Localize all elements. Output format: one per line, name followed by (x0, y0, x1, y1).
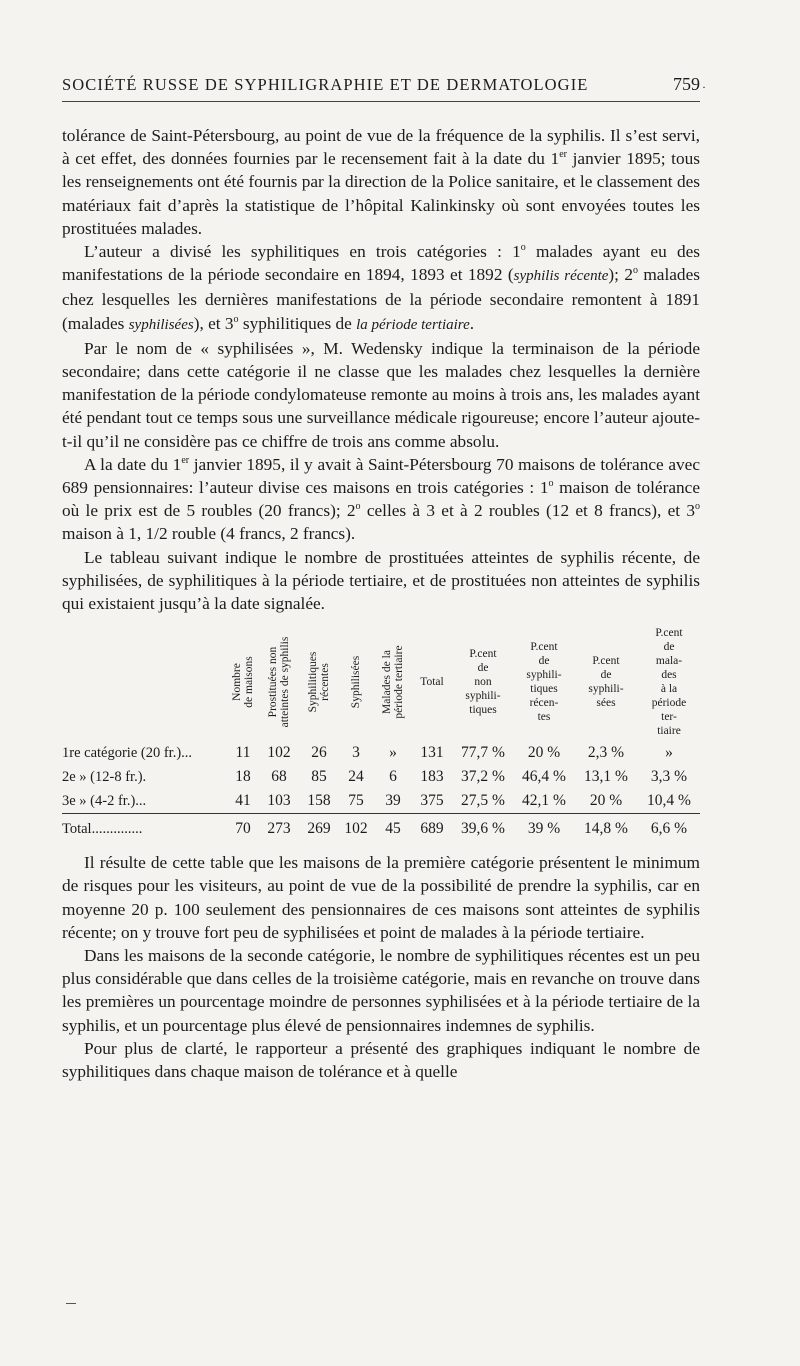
table-cell: 131 (420, 744, 444, 762)
table-cell: 70 (228, 814, 258, 842)
column-header (374, 623, 412, 741)
column-header (228, 623, 258, 741)
table-cell: 42,1 % (522, 792, 566, 810)
table-cell: 269 (300, 814, 338, 842)
table-cell: 20 % (527, 744, 561, 762)
column-header-label: Syphilisées (350, 656, 362, 709)
table-cell: 68 (271, 768, 287, 786)
table-cell: 103 (267, 792, 291, 810)
table-cell: 75 (348, 792, 364, 810)
table-total-row (62, 814, 700, 842)
table-cell: 39 % (514, 814, 574, 842)
paragraphs_after-paragraph: Dans les maisons de la seconde catégorie, le nombre de syphilitiques récentes est un peu plus considérable que dans celles de la troisième catégorie, mais en revanche on trouve dans les premières un pourcentage moindre de personnes syphilisées et à la période tertiaire de la syphilis, et un pourcentage plus élevé de pensionnaires indemnes de syphilis. (62, 946, 700, 1035)
table-cell: 24 (348, 768, 364, 786)
paragraphs_before-paragraph: L’auteur a divisé les syphilitiques en trois catégories : 1$^o$ malades ayant eu des manifestations de la période secondaire en 1894, 1893 et 1892 (syphilis récente); 2$^o$ malades chez lesquelles les dernières manifestations de la période secondaire remontent à 1891 (malades syphilisées), et 3$^o$ syphilitiques de la période tertiaire. (62, 242, 700, 333)
table-cell: 45 (374, 814, 412, 842)
table-cell: 3 (352, 744, 360, 762)
table-cell: 102 (267, 744, 291, 762)
column-header-label: Syphilitiques récentes (307, 651, 331, 713)
table-cell: 14,8 % (574, 814, 638, 842)
running-title: SOCIÉTÉ RUSSE DE SYPHILIGRAPHIE ET DE DERMATOLOGIE (62, 75, 589, 94)
margin-dash (66, 1303, 76, 1304)
table-cell: 46,4 % (522, 768, 566, 786)
column-header (62, 623, 228, 741)
table-cell: 273 (258, 814, 300, 842)
column-header (300, 623, 338, 741)
table-cell: 85 (311, 768, 327, 786)
table-cell: 183 (420, 768, 444, 786)
table-cell: 77,7 % (461, 744, 505, 762)
page (62, 74, 700, 1083)
table-cell: 39,6 % (452, 814, 514, 842)
table-cell: 37,2 % (461, 768, 505, 786)
column-header: P.cent de syphili- tiques récen- tes (526, 641, 562, 724)
table-cell: » (389, 744, 397, 762)
table-cell: 6 (389, 768, 397, 786)
page-number: 759 (673, 74, 700, 94)
statistics-table (62, 623, 700, 841)
table-cell: 6,6 % (638, 814, 700, 842)
table-cell: 26 (311, 744, 327, 762)
column-header: P.cent de non syphili- tiques (465, 648, 501, 717)
table-cell: » (665, 744, 673, 762)
row-label: 2e » (12-8 fr.). (62, 768, 147, 785)
table-cell: 13,1 % (584, 768, 628, 786)
paragraphs_before-paragraph: A la date du 1er janvier 1895, il y avait à Saint-Pétersbourg 70 maisons de tolérance avec 689 pensionnaires: l’auteur divise ces maisons en trois catégories : 1$^o$ maison de tolérance où le prix est de 5 roubles (20 francs); 2$^o$ celles à 3 et à 2 roubles (12 et 8 francs), et 3$^o$ maison à 1, 1/2 rouble (4 francs, 2 francs). (62, 454, 700, 544)
column-header: P.cent de syphili- sées (588, 655, 624, 710)
table-cell: 18 (235, 768, 251, 786)
paragraphs_before-paragraph: Par le nom de « syphilisées », M. Wedensky indique la terminaison de la période secondaire; dans cette catégorie il ne classe que les malades chez lesquelles la dernière manifestation de la période condylomateuse remonte au moins à trois ans, les malades ayant été pendant tout ce temps sous une surveillance médicale rigoureuse; encore l’auteur ajoute-t-il qu’il ne considère pas ce chiffre de trois ans comme absolu. (62, 338, 700, 451)
column-header: Total (420, 676, 444, 689)
paragraphs_before-paragraph: Le tableau suivant indique le nombre de prostituées atteintes de syphilis récente, de syphilisées, de syphilitiques à la période tertiaire, et de prostituées non atteintes de syphilis qui existaient jusqu’à la date signalée. (62, 547, 700, 614)
table-row (62, 741, 700, 765)
table-cell: 3,3 % (650, 768, 688, 786)
table-cell: 689 (412, 814, 452, 842)
table-cell: 158 (307, 792, 331, 810)
paragraphs_before-paragraph: tolérance de Saint-Pétersbourg, au point de vue de la fréquence de la syphilis. Il s’est servi, à cet effet, des données fournies par le recensement fait à la date du 1er janvier 1895; tous les renseignements ont été fournis par la direction de la Police sanitaire, et le classement des matériaux fait d’après la statistique de l’hôpital Kalinkinsky où sont envoyées toutes les prostituées malades. (62, 126, 700, 238)
table-cell: 2,3 % (587, 744, 625, 762)
table-header-row (62, 623, 700, 741)
margin-mark: · (702, 80, 706, 94)
column-header-label: Nombre de maisons (231, 656, 255, 708)
table-cell: 41 (235, 792, 251, 810)
table-cell: 20 % (589, 792, 623, 810)
table-body (62, 741, 700, 841)
row-label: 1re catégorie (20 fr.)... (62, 744, 193, 761)
column-header: P.cent de mala- des à la période ter- tiaire (651, 627, 687, 738)
body-text-after-table (62, 851, 700, 1083)
table-cell: 102 (338, 814, 374, 842)
table-cell: 11 (235, 744, 251, 762)
row-label: Total.............. (62, 814, 228, 842)
column-header (258, 623, 300, 741)
column-header-label: Malades de la période tertiaire (381, 645, 405, 719)
table-cell: 375 (420, 792, 444, 810)
running-header (62, 74, 700, 102)
table-row (62, 765, 700, 789)
table-cell: 27,5 % (461, 792, 505, 810)
column-header (338, 623, 374, 741)
paragraphs_after-paragraph: Il résulte de cette table que les maisons de la première catégorie présentent le minimum de risques pour les visiteurs, au point de vue de la possibilité de prendre la syphilis, car en moyenne 20 p. 100 seulement des pensionnaires de ces maisons sont atteintes de syphilis récente; on y trouve fort peu de syphilisées et point de malades à la période tertiaire. (62, 853, 700, 942)
body-text-before-table (62, 124, 700, 615)
row-label: 3e » (4-2 fr.)... (62, 792, 147, 809)
table-cell: 10,4 % (647, 792, 691, 810)
table-cell: 39 (385, 792, 401, 810)
column-header-label: Prostituées non atteintes de syphilis (267, 636, 291, 728)
table-row (62, 789, 700, 814)
paragraphs_after-paragraph: Pour plus de clarté, le rapporteur a présenté des graphiques indiquant le nombre de syphilitiques dans chaque maison de tolérance et à quelle (62, 1038, 700, 1082)
